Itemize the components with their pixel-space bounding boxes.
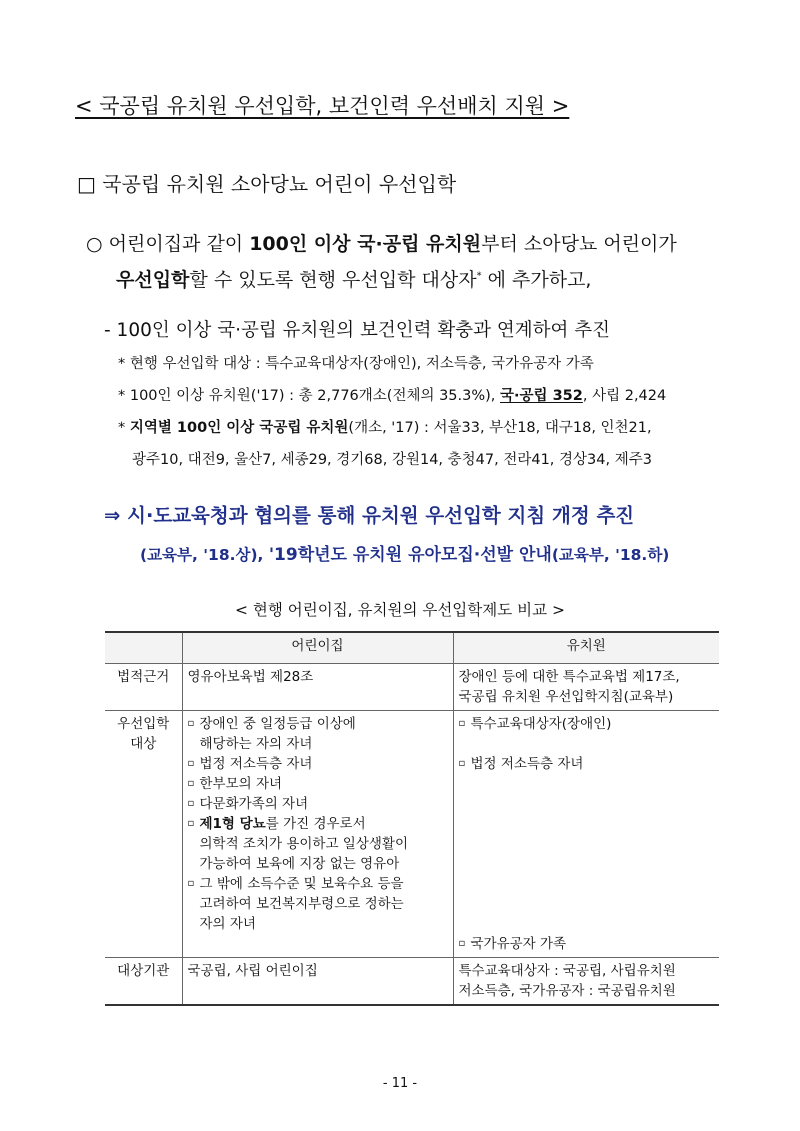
circle-bullet-icon: ○ [86,233,103,255]
list-item [459,714,715,734]
square-bullet-icon: ▫ [458,938,466,949]
item-text-cont: 의학적 조치가 용이하고 일상생활이 [199,836,408,852]
action-line-sub [140,540,669,565]
list-item [459,934,715,954]
square-bullet-icon: ▫ [187,798,195,809]
list-item [188,794,448,814]
page-number: - 11 - [382,1076,418,1091]
item-text: 그 밖에 소득수준 및 보육수요 등을 [199,876,404,892]
checkbox-icon: □ [77,172,96,196]
square-bullet-icon: ▫ [187,778,195,789]
square-bullet-icon: ▫ [187,718,195,729]
table-row [105,958,719,1006]
comparison-table [105,631,719,1006]
header-cell: 유치원 [453,632,719,664]
cell-line: 특수교육대상자 : 국공립, 사립유치원 [458,963,676,979]
bullet-paragraph-line2 [116,265,591,292]
square-bullet-icon: ▫ [187,758,195,769]
cell: 영유아보육법 제28조 [182,664,453,711]
section-heading-text: 국공립 유치원 소아당뇨 어린이 우선입학 [102,172,457,196]
text-run: (개소, '17) : 서울33, 부산18, 대구18, 인천21, [348,420,652,436]
item-text: 법정 저소득층 자녀 [470,756,584,772]
item-text: 를 가진 경우로서 [265,816,366,832]
bold-run: 우선입학 [116,269,190,291]
table-header-row [105,632,719,664]
row-label-line: 우선입학 [117,716,170,732]
note-regional-cont: 광주10, 대전9, 울산7, 세종29, 경기68, 강원14, 충청47, 전라41, 경상34, 제주3 [132,452,652,468]
bold-run: 국·공립 352 [500,388,583,404]
note-kindergarten-count [118,384,666,405]
item-text: 장애인 중 일정등급 이상에 [199,716,356,732]
text-run: (교육부, '18.하) [551,546,670,564]
bold-run: 지역별 100인 이상 국공립 유치원 [129,420,349,436]
text-run: '19학년도 유치원 유아모집·선발 안내 [268,545,552,565]
header-cell: 어린이집 [182,632,453,664]
text-run: 에 추가하고, [481,269,592,291]
cell [453,664,719,711]
list-item [188,754,448,774]
row-label: 대상기관 [105,958,182,1006]
bullet-paragraph-line1 [86,229,677,256]
header-cell [105,632,182,664]
cell-line: 저소득층, 국가유공자 : 국공립유치원 [458,983,676,999]
square-bullet-icon: ▫ [458,758,466,769]
list-item [188,814,448,834]
text-run: 어린이집과 같이 [108,233,250,255]
item-text: 국가유공자 가족 [470,936,567,952]
action-line: ⇒ 시·도교육청과 협의를 통해 유치원 우선입학 지침 개정 추진 [104,504,635,527]
square-bullet-icon: ▫ [458,718,466,729]
text-run: (교육부, '18.상), [140,546,269,564]
list-item [188,874,448,894]
page-title: < 국공립 유치원 우선입학, 보건인력 우선배치 지원 > [75,94,570,118]
item-text: 법정 저소득층 자녀 [199,756,313,772]
section-heading [77,168,456,197]
bold-run: 제1형 당뇨 [199,816,266,832]
row-label-line: 대상 [130,736,157,752]
text-run: * [118,420,130,436]
row-label: 법적근거 [105,664,182,711]
footnote-mark: * [476,270,482,282]
bold-run: 100인 이상 국·공립 유치원 [249,233,482,255]
table-caption: < 현행 어린이집, 유치원의 우선입학제도 비교 > [235,601,565,619]
item-text: 다문화가족의 자녀 [199,796,309,812]
row-label [105,711,182,958]
cell [453,711,719,958]
item-text-cont: 고려하여 보건복지부령으로 정하는 [199,896,404,912]
dash-item: - 100인 이상 국·공립 유치원의 보건인력 확충과 연계하여 추진 [104,320,610,341]
cell-line: 국공립 유치원 우선입학지침(교육부) [458,689,674,705]
item-text: 특수교육대상자(장애인) [470,716,612,732]
square-bullet-icon: ▫ [187,878,195,889]
text-run: * 100인 이상 유치원('17) : 총 2,776개소(전체의 35.3%), [118,388,501,404]
square-bullet-icon: ▫ [187,818,195,829]
cell [182,711,453,958]
item-text-cont: 해당하는 자의 자녀 [199,736,313,752]
note-current-targets: * 현행 우선입학 대상 : 특수교육대상자(장애인), 저소득층, 국가유공자 가족 [118,356,594,372]
cell: 국공립, 사립 어린이집 [182,958,453,1006]
cell-line: 장애인 등에 대한 특수교육법 제17조, [458,669,680,685]
text-run: 할 수 있도록 현행 우선입학 대상자 [189,269,477,291]
text-run: , 사립 2,424 [582,388,667,404]
item-text-cont: 가능하여 보육에 지장 없는 영유아 [199,856,400,872]
table-row [105,664,719,711]
list-item [188,714,448,734]
note-regional [118,416,652,437]
cell [453,958,719,1006]
list-item [459,754,715,774]
text-run: 부터 소아당뇨 어린이가 [481,233,677,255]
item-text: 한부모의 자녀 [199,776,283,792]
table-row [105,711,719,958]
item-text-cont: 자의 자녀 [199,916,256,932]
list-item [188,774,448,794]
